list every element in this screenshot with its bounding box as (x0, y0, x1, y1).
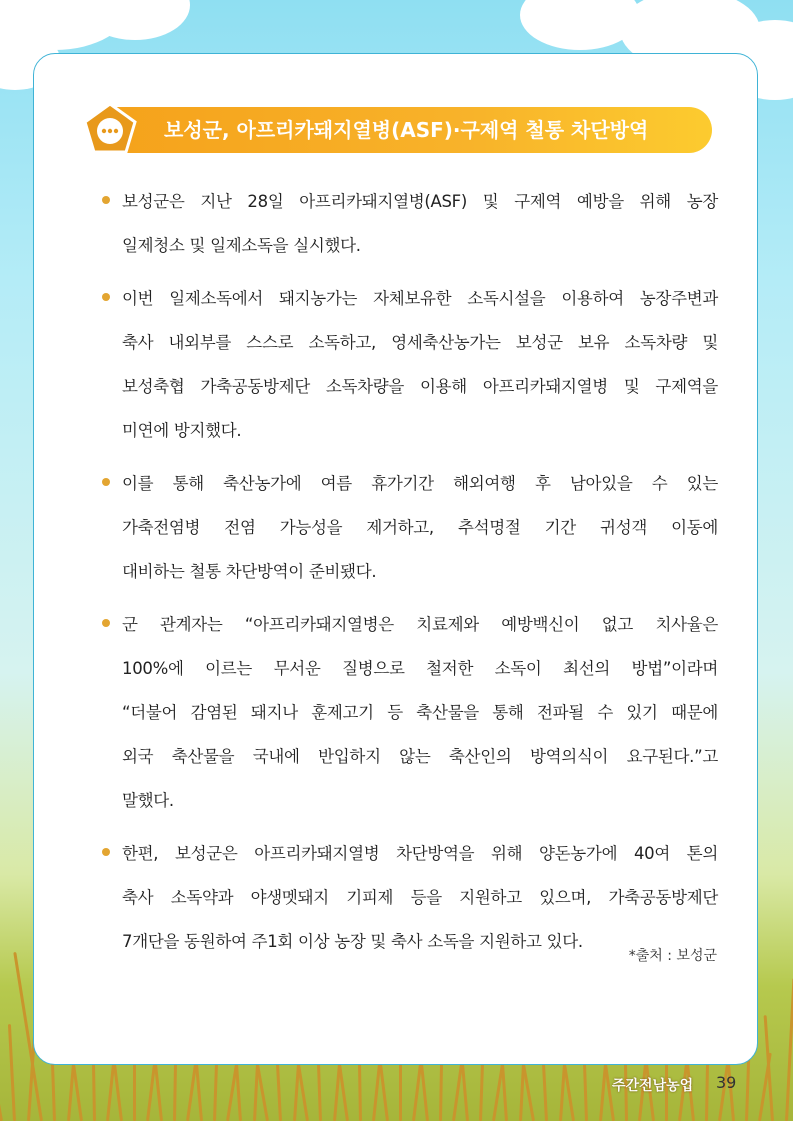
list-item (102, 277, 718, 453)
page-title: 보성군, 아프리카돼지열병(ASF)·구제역 철통 차단방역 (164, 118, 649, 142)
list-item (102, 832, 718, 964)
title-bar (82, 104, 712, 156)
grain-stalk (705, 1060, 709, 1121)
publication-name: 주간전남농업 (612, 1078, 694, 1094)
paragraph-line: 한편, 보성군은 아프리카돼지열병 차단방역을 위해 양돈농가에 40여 톤의 (122, 844, 718, 863)
paragraph-line: 군 관계자는 “아프리카돼지열병은 치료제와 예방백신이 없고 치사율은 (122, 615, 718, 634)
bullet-icon (102, 293, 110, 301)
paragraph-line: “더불어 감염된 돼지나 훈제고기 등 축산물을 통해 전파될 수 있기 때문에 (122, 703, 718, 722)
paragraph-line: 가축전염병 전염 가능성을 제거하고, 추석명절 기간 귀성객 이동에 (122, 518, 718, 537)
paragraph-line: 외국 축산물을 국내에 반입하지 않는 축산인의 방역의식이 요구된다.”고 (122, 747, 718, 766)
source-credit: *출처 : 보성군 (628, 948, 717, 964)
paragraph-line: 미연에 방지했다. (122, 421, 242, 440)
paragraph-line: 보성군은 지난 28일 아프리카돼지열병(ASF) 및 구제역 예방을 위해 농장 (122, 192, 718, 211)
bullet-icon (102, 478, 110, 486)
list-item (102, 603, 718, 823)
paragraph-line: 축사 소독약과 야생멧돼지 기피제 등을 지원하고 있으며, 가축공동방제단 (122, 888, 718, 907)
page-number: 39 (716, 1073, 737, 1092)
paragraph-line: 축사 내외부를 스스로 소독하고, 영세축산농가는 보성군 보유 소독차량 및 (122, 333, 718, 352)
bullet-icon (102, 196, 110, 204)
paragraph-line: 대비하는 철통 차단방역이 준비됐다. (122, 562, 377, 581)
grain-stalk (785, 978, 793, 1121)
paragraph-line: 이번 일제소독에서 돼지농가는 자체보유한 소독시설을 이용하여 농장주변과 (122, 289, 718, 308)
bullet-icon (102, 619, 110, 627)
article-body (102, 180, 718, 973)
grain-stalk (8, 1024, 16, 1121)
speech-bubble-icon (82, 102, 138, 158)
paragraph-line: 7개단을 동원하여 주1회 이상 농장 및 축사 소독을 지원하고 있다. (122, 932, 583, 951)
bullet-icon (102, 848, 110, 856)
paragraph-line: 보성축협 가축공동방제단 소독차량을 이용해 아프리카돼지열병 및 구제역을 (122, 377, 718, 396)
paragraph-line: 이를 통해 축산농가에 여름 휴가기간 해외여행 후 남아있을 수 있는 (122, 474, 718, 493)
list-item (102, 462, 718, 594)
paragraph-line: 말했다. (122, 791, 174, 810)
grain-stalk (0, 1062, 3, 1121)
list-item (102, 180, 718, 268)
paragraph-line: 100%에 이르는 무서운 질병으로 철저한 소독이 최선의 방법”이라며 (122, 659, 718, 678)
paragraph-line: 일제청소 및 일제소독을 실시했다. (122, 236, 361, 255)
